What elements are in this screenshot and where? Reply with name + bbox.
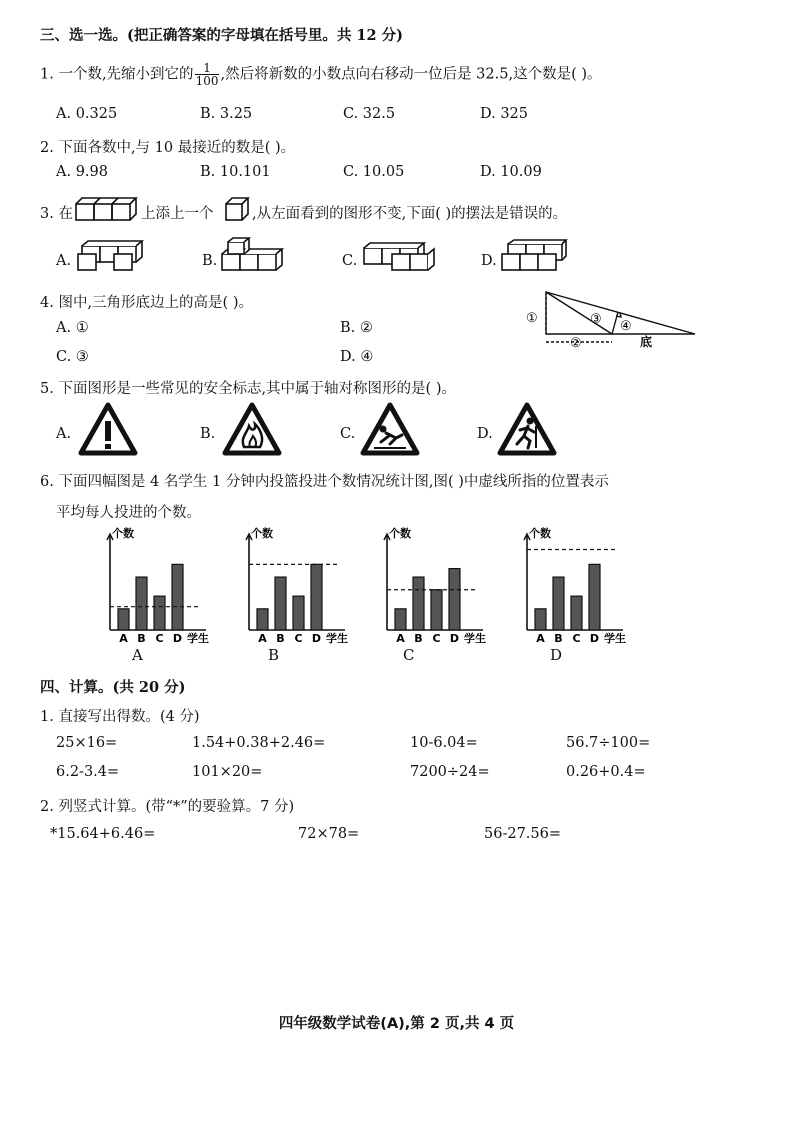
bar-b [413, 577, 424, 630]
x-tick-b: B [414, 632, 423, 645]
x-axis-label: 学生 [604, 632, 626, 645]
running-person-icon [497, 402, 557, 456]
calc-1-1: 25×16= [56, 735, 118, 751]
q3-option-d: D. [481, 253, 497, 269]
calc-2-4: 0.26+0.4= [566, 764, 646, 780]
page-footer: 四年级数学试卷(A),第 2 页,共 4 页 [278, 1016, 515, 1032]
q6-stem-line1: 6. 下面四幅图是 4 名学生 1 分钟内投篮投进个数情况统计图,图( )中虚线所指的位置表示 [40, 474, 609, 490]
x-tick-d: D [311, 632, 322, 645]
y-axis-label: 个数 [529, 527, 551, 540]
q6-chart-c [373, 527, 503, 652]
x-tick-a: A [396, 632, 405, 645]
exclamation-icon [78, 402, 138, 456]
y-axis-label: 个数 [251, 527, 273, 540]
q4-label-1: ① [526, 311, 538, 326]
bar-d [449, 569, 460, 630]
q6-chart-b-label: B [268, 646, 280, 664]
q6-stem-line2: 平均每人投进的个数。 [56, 505, 201, 521]
bar-b [136, 577, 147, 630]
q1-option-d: D. 325 [480, 106, 529, 122]
bar-d [589, 564, 600, 630]
q6-chart-b [235, 527, 365, 652]
q1-fraction [195, 62, 220, 87]
q2-option-b: B. 10.101 [200, 164, 271, 180]
calc-1-3: 10-6.04= [410, 735, 478, 751]
q2-stem: 2. 下面各数中,与 10 最接近的数是( )。 [40, 140, 296, 156]
bar-b [553, 577, 564, 630]
q4-triangle-diagram [520, 286, 700, 350]
calc-1-4: 56.7÷100= [566, 735, 651, 751]
q3-part1: 3. 在 [40, 206, 73, 222]
slippery-icon [360, 402, 420, 456]
q3-cube-row-icon [74, 196, 138, 222]
x-tick-b: B [137, 632, 146, 645]
vertical-calc-1: *15.64+6.46= [50, 826, 156, 842]
q1-option-c: C. 32.5 [343, 106, 396, 122]
x-tick-c: C [155, 632, 164, 645]
bar-b [275, 577, 286, 630]
q6-chart-a [96, 527, 226, 652]
q4-stem: 4. 图中,三角形底边上的高是( )。 [40, 295, 253, 311]
q4-option-b: B. ② [340, 320, 373, 336]
q6-chart-c-label: C [403, 646, 415, 664]
q3-option-b-cubes-icon [220, 240, 290, 276]
fire-icon [222, 402, 282, 456]
q4-label-2: ② [570, 336, 582, 351]
q4-label-base: 底 [640, 335, 653, 349]
q5-option-a: A. [56, 426, 72, 442]
x-tick-c: C [572, 632, 581, 645]
vertical-calc-3: 56-27.56= [484, 826, 562, 842]
q1-stem [40, 62, 602, 87]
q3-option-c-cubes-icon [362, 240, 436, 276]
bar-a [535, 609, 546, 630]
x-tick-a: A [536, 632, 545, 645]
q4-option-d: D. ④ [340, 349, 374, 365]
q4-label-4: ④ [620, 319, 632, 334]
calc-2-1: 6.2-3.4= [56, 764, 120, 780]
q5-stem: 5. 下面图形是一些常见的安全标志,其中属于轴对称图形的是( )。 [40, 381, 456, 397]
x-tick-a: A [258, 632, 267, 645]
bar-c [154, 596, 165, 630]
q3-option-d-cubes-icon [500, 240, 570, 276]
q4-option-c: C. ③ [56, 349, 89, 365]
x-tick-d: D [589, 632, 600, 645]
q2-option-c: C. 10.05 [343, 164, 405, 180]
q5-option-c: C. [340, 426, 356, 442]
q1-frac-den: 100 [195, 74, 219, 88]
bar-d [311, 564, 322, 630]
q3-option-a-cubes-icon [76, 240, 146, 276]
s4-q2-title: 2. 列竖式计算。(带“*”的要验算。7 分) [40, 799, 295, 815]
x-tick-c: C [432, 632, 441, 645]
y-axis-label: 个数 [112, 527, 134, 540]
q4-option-a: A. ① [56, 320, 89, 336]
q1-prefix: 1. 一个数,先缩小到它的 [40, 66, 194, 83]
calc-2-2: 101×20= [192, 764, 263, 780]
q4-label-3: ③ [590, 312, 602, 327]
q6-chart-d-label: D [550, 646, 563, 664]
x-tick-a: A [119, 632, 128, 645]
bar-c [431, 590, 442, 630]
q5-option-d: D. [477, 426, 493, 442]
q6-chart-d [513, 527, 643, 652]
x-axis-label: 学生 [326, 632, 348, 645]
x-tick-c: C [294, 632, 303, 645]
q3-part2: 上添上一个 [141, 206, 214, 222]
q5-option-b: B. [200, 426, 216, 442]
q2-option-d: D. 10.09 [480, 164, 542, 180]
q6-chart-a-label: A [132, 646, 143, 664]
bar-a [395, 609, 406, 630]
x-axis-label: 学生 [464, 632, 486, 645]
q1-frac-num: 1 [195, 62, 220, 75]
x-tick-b: B [554, 632, 563, 645]
q1-option-b: B. 3.25 [200, 106, 253, 122]
q3-option-c: C. [342, 253, 358, 269]
q2-option-a: A. 9.98 [56, 164, 108, 180]
bar-a [118, 609, 129, 630]
s4-q1-title: 1. 直接写出得数。(4 分) [40, 709, 200, 725]
vertical-calc-2: 72×78= [298, 826, 360, 842]
bar-d [172, 564, 183, 630]
q3-part3: ,从左面看到的图形不变,下面( )的摆法是错误的。 [252, 206, 568, 222]
q3-option-b: B. [202, 253, 218, 269]
bar-c [293, 596, 304, 630]
q1-suffix: ,然后将新数的小数点向右移动一位后是 32.5,这个数是( )。 [220, 66, 602, 83]
q1-option-a: A. 0.325 [56, 106, 118, 122]
bar-c [571, 596, 582, 630]
x-tick-d: D [172, 632, 183, 645]
section3-heading: 三、选一选。(把正确答案的字母填在括号里。共 12 分) [40, 27, 403, 44]
x-axis-label: 学生 [187, 632, 209, 645]
calc-2-3: 7200÷24= [410, 764, 490, 780]
x-tick-d: D [449, 632, 460, 645]
calc-1-2: 1.54+0.38+2.46= [192, 735, 326, 751]
q3-option-a: A. [56, 253, 72, 269]
x-tick-b: B [276, 632, 285, 645]
bar-a [257, 609, 268, 630]
y-axis-label: 个数 [389, 527, 411, 540]
q3-single-cube-icon [224, 196, 250, 222]
section4-heading: 四、计算。(共 20 分) [40, 679, 186, 696]
